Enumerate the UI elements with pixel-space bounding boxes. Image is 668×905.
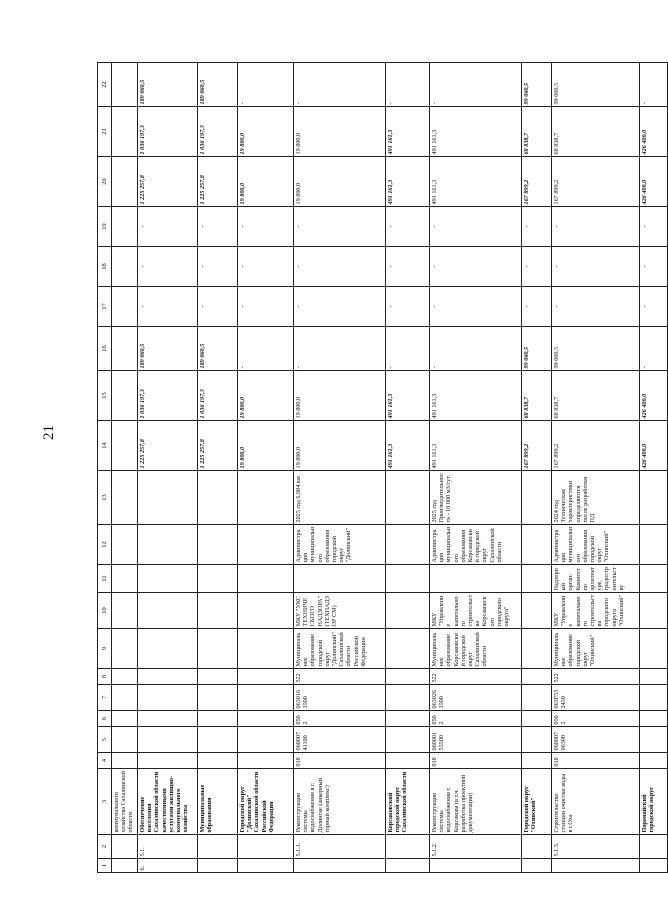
cell-col-16: 189 060,5 xyxy=(138,327,198,371)
cell-col-20: 1 225 257,8 xyxy=(198,157,238,207)
cell-col-15: 426 400,0 xyxy=(640,371,668,421)
cell-col-19 xyxy=(112,207,138,247)
cell-col-1 xyxy=(430,859,522,873)
cell-col-9 xyxy=(138,629,198,669)
table-row xyxy=(552,63,640,873)
header-cell: 4 xyxy=(98,753,112,769)
cell-col-8 xyxy=(522,669,552,685)
cell-col-8 xyxy=(640,669,668,685)
cell-col-5 xyxy=(522,727,552,753)
cell-col-6 xyxy=(198,711,238,727)
page-number: 21 xyxy=(41,425,57,440)
cell-col-17: - xyxy=(522,287,552,327)
cell-col-22: - xyxy=(294,63,386,107)
table-row xyxy=(640,63,668,873)
cell-col-18: - xyxy=(294,247,386,287)
cell-col-6 xyxy=(640,711,668,727)
header-cell: 1 xyxy=(98,859,112,873)
cell-col-13 xyxy=(138,471,198,525)
table-row xyxy=(112,63,138,873)
cell-col-4 xyxy=(198,753,238,769)
header-cell: 3 xyxy=(98,769,112,835)
cell-col-2 xyxy=(640,835,668,859)
cell-col-19: - xyxy=(430,207,522,247)
cell-col-18: - xyxy=(386,247,430,287)
cell-col-5 xyxy=(198,727,238,753)
cell-col-11 xyxy=(294,565,386,593)
cell-col-12 xyxy=(112,525,138,565)
cell-col-7 xyxy=(198,685,238,711)
cell-col-15: 1 036 197,3 xyxy=(198,371,238,421)
cell-col-10 xyxy=(198,593,238,629)
cell-col-16: - xyxy=(640,327,668,371)
cell-col-8: 522 xyxy=(294,669,386,685)
cell-col-22: 189 060,5 xyxy=(198,63,238,107)
cell-col-1 xyxy=(294,859,386,873)
cell-col-3: Муниципальные образования xyxy=(198,769,238,835)
cell-col-14: 167 899,2 xyxy=(522,421,552,471)
cell-col-21: 1 036 197,3 xyxy=(138,107,198,157)
cell-col-16: - xyxy=(294,327,386,371)
cell-col-10: МКУ "Управление капитального строительства городского округа "Охинский" xyxy=(552,593,640,629)
cell-col-8 xyxy=(238,669,294,685)
cell-col-8 xyxy=(138,669,198,685)
cell-col-11: Надзорный орган: Комитет по архитектуре, градостроительству xyxy=(552,565,640,593)
cell-col-17: - xyxy=(238,287,294,327)
cell-col-10 xyxy=(640,593,668,629)
cell-col-13 xyxy=(112,471,138,525)
cell-col-17: - xyxy=(640,287,668,327)
cell-col-4: 018 xyxy=(430,753,522,769)
cell-col-19: - xyxy=(552,207,640,247)
cell-col-9: Муниципальное образование Корсаковский городской округ Сахалинской области xyxy=(430,629,522,669)
cell-col-9 xyxy=(112,629,138,669)
header-cell: 18 xyxy=(98,247,112,287)
cell-col-3: Реконструкция системы водоснабжения в г. Долинске (анкерный горный комплекс) xyxy=(294,769,386,835)
cell-col-12 xyxy=(138,525,198,565)
cell-col-18: - xyxy=(552,247,640,287)
cell-col-21: 491 161,3 xyxy=(386,107,430,157)
cell-col-17: - xyxy=(294,287,386,327)
table-row xyxy=(238,63,294,873)
cell-col-11 xyxy=(640,565,668,593)
cell-col-7 xyxy=(238,685,294,711)
header-cell: 15 xyxy=(98,371,112,421)
header-cell: 20 xyxy=(98,157,112,207)
cell-col-17: - xyxy=(386,287,430,327)
cell-col-9 xyxy=(386,629,430,669)
cell-col-5: 060007 06300 xyxy=(552,727,640,753)
cell-col-15: 68 838,7 xyxy=(552,371,640,421)
cell-col-1 xyxy=(198,859,238,873)
cell-col-12 xyxy=(640,525,668,565)
header-cell: 16 xyxy=(98,327,112,371)
cell-col-20: 1 225 257,8 xyxy=(138,157,198,207)
cell-col-22: - xyxy=(640,63,668,107)
cell-col-18: - xyxy=(138,247,198,287)
header-cell: 11 xyxy=(98,565,112,593)
table-row xyxy=(294,63,386,873)
cell-col-10 xyxy=(522,593,552,629)
cell-col-18 xyxy=(112,247,138,287)
cell-col-11 xyxy=(138,565,198,593)
cell-col-5: 060007 41100 xyxy=(294,727,386,753)
cell-col-2 xyxy=(238,835,294,859)
header-cell: 2 xyxy=(98,835,112,859)
cell-col-5 xyxy=(138,727,198,753)
cell-col-16: 99 060,5 xyxy=(552,327,640,371)
cell-col-3: Городской округ "Охинский" xyxy=(522,769,552,835)
cell-col-9 xyxy=(198,629,238,669)
cell-col-14: 19 800,0 xyxy=(294,421,386,471)
cell-col-16: - xyxy=(238,327,294,371)
cell-col-6: 050 2 xyxy=(430,711,522,727)
cell-col-15: 68 838,7 xyxy=(522,371,552,421)
cell-col-6 xyxy=(522,711,552,727)
cell-col-13 xyxy=(640,471,668,525)
cell-col-17: - xyxy=(138,287,198,327)
cell-col-21: 491 161,3 xyxy=(430,107,522,157)
cell-col-11 xyxy=(112,565,138,593)
cell-col-2 xyxy=(198,835,238,859)
cell-col-20: 491 161,3 xyxy=(386,157,430,207)
cell-col-13: 2025 год 6,984 км xyxy=(294,471,386,525)
cell-col-2: 5.1.3. xyxy=(552,835,640,859)
cell-col-22: - xyxy=(386,63,430,107)
cell-col-4 xyxy=(640,753,668,769)
cell-col-1 xyxy=(640,859,668,873)
cell-col-6: 050 2 xyxy=(552,711,640,727)
header-cell: 17 xyxy=(98,287,112,327)
cell-col-22: - xyxy=(430,63,522,107)
cell-col-4 xyxy=(238,753,294,769)
cell-col-18: - xyxy=(198,247,238,287)
cell-col-13 xyxy=(238,471,294,525)
cell-col-15 xyxy=(112,371,138,421)
cell-col-2: 5.1.2. xyxy=(430,835,522,859)
cell-col-14: 491 161,3 xyxy=(386,421,430,471)
cell-col-20 xyxy=(112,157,138,207)
cell-col-21: 19 800,0 xyxy=(294,107,386,157)
cell-col-16: 99 060,5 xyxy=(522,327,552,371)
rotated-table-page xyxy=(97,63,656,873)
cell-col-1: 6. xyxy=(138,859,198,873)
cell-col-2 xyxy=(522,835,552,859)
cell-col-15: 19 800,0 xyxy=(238,371,294,421)
cell-col-3: Обеспечение населения Сахалинской области качественными услугами жилищно-коммунального хозяйства xyxy=(138,769,198,835)
cell-col-12: Администрация муниципального образования городской округ "Долинский" xyxy=(294,525,386,565)
cell-col-1 xyxy=(386,859,430,873)
cell-col-11 xyxy=(238,565,294,593)
cell-col-12 xyxy=(522,525,552,565)
cell-col-20: 491 161,3 xyxy=(430,157,522,207)
cell-col-15: 491 161,3 xyxy=(386,371,430,421)
cell-col-14: 19 800,0 xyxy=(238,421,294,471)
cell-col-4: 018 xyxy=(552,753,640,769)
cell-col-4 xyxy=(386,753,430,769)
cell-col-8 xyxy=(198,669,238,685)
cell-col-10 xyxy=(238,593,294,629)
cell-col-1 xyxy=(522,859,552,873)
cell-col-3: Поронайский городской округ xyxy=(640,769,668,835)
cell-col-14: 491 161,3 xyxy=(430,421,522,471)
cell-col-12: Администрация муниципального образования Корсаковский городской округ Сахалинской области xyxy=(430,525,522,565)
cell-col-12 xyxy=(238,525,294,565)
cell-col-5 xyxy=(112,727,138,753)
cell-col-15: 491 161,3 xyxy=(430,371,522,421)
cell-col-6 xyxy=(112,711,138,727)
cell-col-21: 1 036 197,3 xyxy=(198,107,238,157)
cell-col-3: коммунального хозяйства Сахалинской области xyxy=(112,769,138,835)
cell-col-9: Муниципальное образование городской округ "Долинский" Сахалинской области Российской Федерации xyxy=(294,629,386,669)
cell-col-17: - xyxy=(552,287,640,327)
cell-col-13: 2024 год Технические характеристики определяются после разработки ПД xyxy=(552,471,640,525)
cell-col-17 xyxy=(112,287,138,327)
cell-col-19: - xyxy=(238,207,294,247)
cell-col-6 xyxy=(238,711,294,727)
cell-col-2 xyxy=(386,835,430,859)
header-cell: 21 xyxy=(98,107,112,157)
cell-col-22: - xyxy=(238,63,294,107)
header-cell: 8 xyxy=(98,669,112,685)
cell-col-4 xyxy=(112,753,138,769)
header-cell: 22 xyxy=(98,63,112,107)
cell-col-4 xyxy=(138,753,198,769)
cell-col-14: 1 225 257,8 xyxy=(138,421,198,471)
cell-col-11 xyxy=(522,565,552,593)
header-row xyxy=(98,63,112,873)
cell-col-20: 19 800,0 xyxy=(238,157,294,207)
cell-col-3: Корсаковский городской округ Сахалинской области xyxy=(386,769,430,835)
cell-col-18: - xyxy=(238,247,294,287)
cell-col-8 xyxy=(386,669,430,685)
cell-col-18: - xyxy=(522,247,552,287)
header-cell: 6 xyxy=(98,711,112,727)
cell-col-9 xyxy=(640,629,668,669)
cell-col-22: 99 060,5 xyxy=(522,63,552,107)
cell-col-2: 5.1. xyxy=(138,835,198,859)
cell-col-19: - xyxy=(640,207,668,247)
cell-col-6 xyxy=(138,711,198,727)
cell-col-5 xyxy=(640,727,668,753)
cell-col-12 xyxy=(198,525,238,565)
cell-col-10 xyxy=(112,593,138,629)
cell-col-12 xyxy=(386,525,430,565)
cell-col-2: 5.1.1. xyxy=(294,835,386,859)
cell-col-10 xyxy=(138,593,198,629)
cell-col-8 xyxy=(112,669,138,685)
header-cell: 9 xyxy=(98,629,112,669)
cell-col-20: 426 400,0 xyxy=(640,157,668,207)
cell-col-13 xyxy=(386,471,430,525)
cell-col-18: - xyxy=(430,247,522,287)
header-cell: 10 xyxy=(98,593,112,629)
cell-col-7 xyxy=(386,685,430,711)
cell-col-7: 063F55 2430 xyxy=(552,685,640,711)
header-cell: 19 xyxy=(98,207,112,247)
cell-col-2 xyxy=(112,835,138,859)
header-cell: 13 xyxy=(98,471,112,525)
cell-col-1 xyxy=(112,859,138,873)
cell-col-21: 68 838,7 xyxy=(522,107,552,157)
header-cell: 12 xyxy=(98,525,112,565)
cell-col-6: 050 2 xyxy=(294,711,386,727)
cell-col-10 xyxy=(386,593,430,629)
header-cell: 7 xyxy=(98,685,112,711)
cell-col-19: - xyxy=(198,207,238,247)
cell-col-17: - xyxy=(430,287,522,327)
table-row xyxy=(138,63,198,873)
cell-col-14: 167 899,2 xyxy=(552,421,640,471)
cell-col-15: 19 800,0 xyxy=(294,371,386,421)
cell-col-21: 68 838,7 xyxy=(552,107,640,157)
table-row xyxy=(522,63,552,873)
cell-col-20: 167 899,2 xyxy=(552,157,640,207)
cell-col-16 xyxy=(112,327,138,371)
cell-col-10: МКУ "УКС ТЕХНИЧЕСКОГО НАДЗОРА" (ТЕХНАДЗОР СМ) xyxy=(294,593,386,629)
cell-col-5: 060001 55500 xyxy=(430,727,522,753)
cell-col-22: 189 060,5 xyxy=(138,63,198,107)
header-cell: 5 xyxy=(98,727,112,753)
cell-col-21 xyxy=(112,107,138,157)
cell-col-6 xyxy=(386,711,430,727)
cell-col-5 xyxy=(386,727,430,753)
cell-col-19: - xyxy=(522,207,552,247)
cell-col-10: МКУ "Управление капитального строительства Корсаковского городского округа" xyxy=(430,593,522,629)
cell-col-7: 063016 3500 xyxy=(294,685,386,711)
cell-col-20: 19 800,0 xyxy=(294,157,386,207)
cell-col-14: 426 400,0 xyxy=(640,421,668,471)
cell-col-18: - xyxy=(640,247,668,287)
cell-col-21: 426 400,0 xyxy=(640,107,668,157)
cell-col-11 xyxy=(198,565,238,593)
cell-col-16: 189 060,5 xyxy=(198,327,238,371)
cell-col-7 xyxy=(112,685,138,711)
cell-col-8: 522 xyxy=(430,669,522,685)
budget-table xyxy=(97,62,668,873)
cell-col-11 xyxy=(430,565,522,593)
cell-col-22: 99 060,5 xyxy=(552,63,640,107)
cell-col-21: 19 800,0 xyxy=(238,107,294,157)
cell-col-7: 063026 3500 xyxy=(430,685,522,711)
cell-col-3: Реконструкция системы водоснабжения г. Корсакова (в т.ч. разработка проектной документации) xyxy=(430,769,522,835)
cell-col-11 xyxy=(386,565,430,593)
cell-col-1 xyxy=(552,859,640,873)
table-row xyxy=(198,63,238,873)
cell-col-3: Городской округ "Долинский" Сахалинской области Российской Федерации xyxy=(238,769,294,835)
cell-col-15: 1 036 197,3 xyxy=(138,371,198,421)
cell-col-13: 2025 год Производительность - 10 000 м3/сут. xyxy=(430,471,522,525)
cell-col-7 xyxy=(138,685,198,711)
cell-col-5 xyxy=(238,727,294,753)
cell-col-9 xyxy=(522,629,552,669)
cell-col-14: 1 225 257,8 xyxy=(198,421,238,471)
cell-col-16: - xyxy=(386,327,430,371)
cell-col-9 xyxy=(238,629,294,669)
table-row xyxy=(386,63,430,873)
cell-col-4: 018 xyxy=(294,753,386,769)
cell-col-22 xyxy=(112,63,138,107)
cell-col-7 xyxy=(640,685,668,711)
cell-col-13 xyxy=(522,471,552,525)
cell-col-19: - xyxy=(386,207,430,247)
cell-col-1 xyxy=(238,859,294,873)
cell-col-17: - xyxy=(198,287,238,327)
cell-col-13 xyxy=(198,471,238,525)
cell-col-9: Муниципальное образование городской округ "Охинский" xyxy=(552,629,640,669)
cell-col-20: 167 899,2 xyxy=(522,157,552,207)
cell-col-8: 522 xyxy=(552,669,640,685)
cell-col-19: - xyxy=(138,207,198,247)
table-row xyxy=(430,63,522,873)
cell-col-3: Строительство станции очистки воды в г.Оха xyxy=(552,769,640,835)
header-cell: 14 xyxy=(98,421,112,471)
cell-col-7 xyxy=(522,685,552,711)
cell-col-19: - xyxy=(294,207,386,247)
cell-col-14 xyxy=(112,421,138,471)
cell-col-12: Администрация муниципального образования городской округ "Охинский" xyxy=(552,525,640,565)
cell-col-16: - xyxy=(430,327,522,371)
cell-col-4 xyxy=(522,753,552,769)
